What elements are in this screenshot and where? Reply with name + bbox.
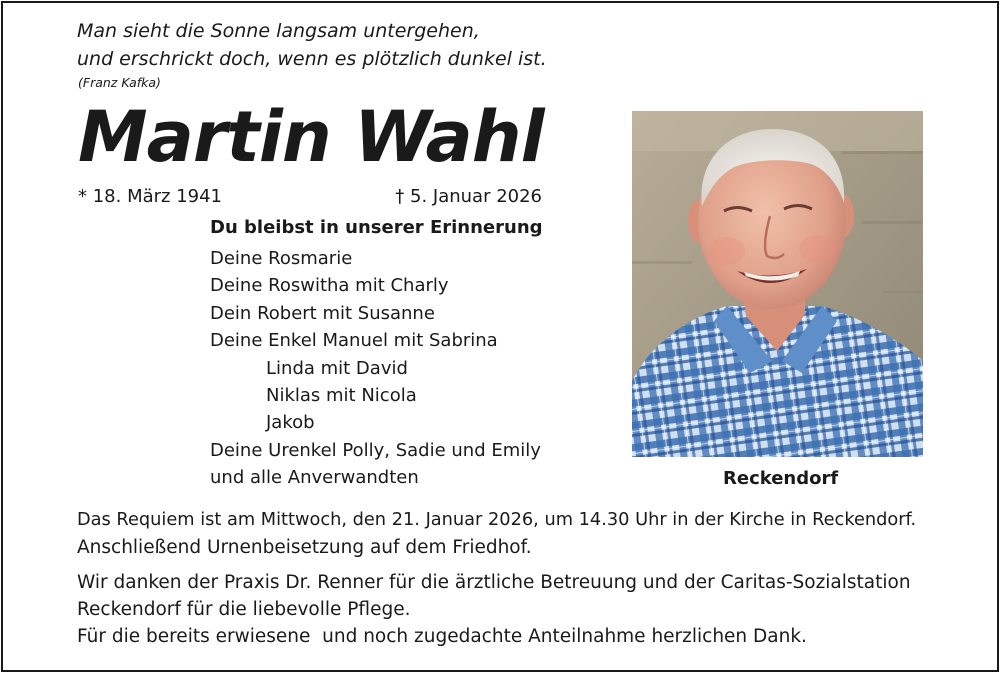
- service-line-2: Anschließend Urnenbeisetzung auf dem Friedhof.: [77, 537, 532, 558]
- quote-author: (Franz Kafka): [78, 75, 161, 90]
- birth-date: * 18. März 1941: [78, 186, 223, 207]
- mourner-line: Niklas mit Nicola: [266, 385, 417, 406]
- mourners-heading: Du bleibst in unserer Erinnerung: [210, 217, 543, 238]
- quote-line-1: Man sieht die Sonne langsam untergehen,: [77, 20, 480, 42]
- mourner-line: Dein Robert mit Susanne: [210, 303, 435, 324]
- thanks-line-3: Für die bereits erwiesene und noch zugedachte Anteilnahme herzlichen Dank.: [77, 626, 807, 647]
- death-date: † 5. Januar 2026: [395, 186, 542, 207]
- portrait-photo: [632, 111, 923, 457]
- thanks-line-1: Wir danken der Praxis Dr. Renner für die ärztliche Betreuung und der Caritas-Sozialstation: [77, 572, 911, 593]
- thanks-line-2: Reckendorf für die liebevolle Pflege.: [77, 599, 411, 620]
- mourner-line: Deine Roswitha mit Charly: [210, 275, 449, 296]
- mourner-line: Deine Rosmarie: [210, 248, 353, 269]
- quote-line-2: und erschrickt doch, wenn es plötzlich dunkel ist.: [77, 48, 547, 70]
- mourner-line: Deine Urenkel Polly, Sadie und Emily: [210, 440, 541, 461]
- mourner-line: Deine Enkel Manuel mit Sabrina: [210, 330, 498, 351]
- mourner-line: Jakob: [266, 412, 315, 433]
- service-line-1: Das Requiem ist am Mittwoch, den 21. Januar 2026, um 14.30 Uhr in der Kirche in Reckendorf.: [77, 510, 917, 530]
- deceased-name: Martin Wahl: [78, 96, 544, 178]
- mourner-line: Linda mit David: [266, 358, 408, 379]
- place-name: Reckendorf: [723, 468, 839, 489]
- mourner-line: und alle Anverwandten: [210, 467, 419, 488]
